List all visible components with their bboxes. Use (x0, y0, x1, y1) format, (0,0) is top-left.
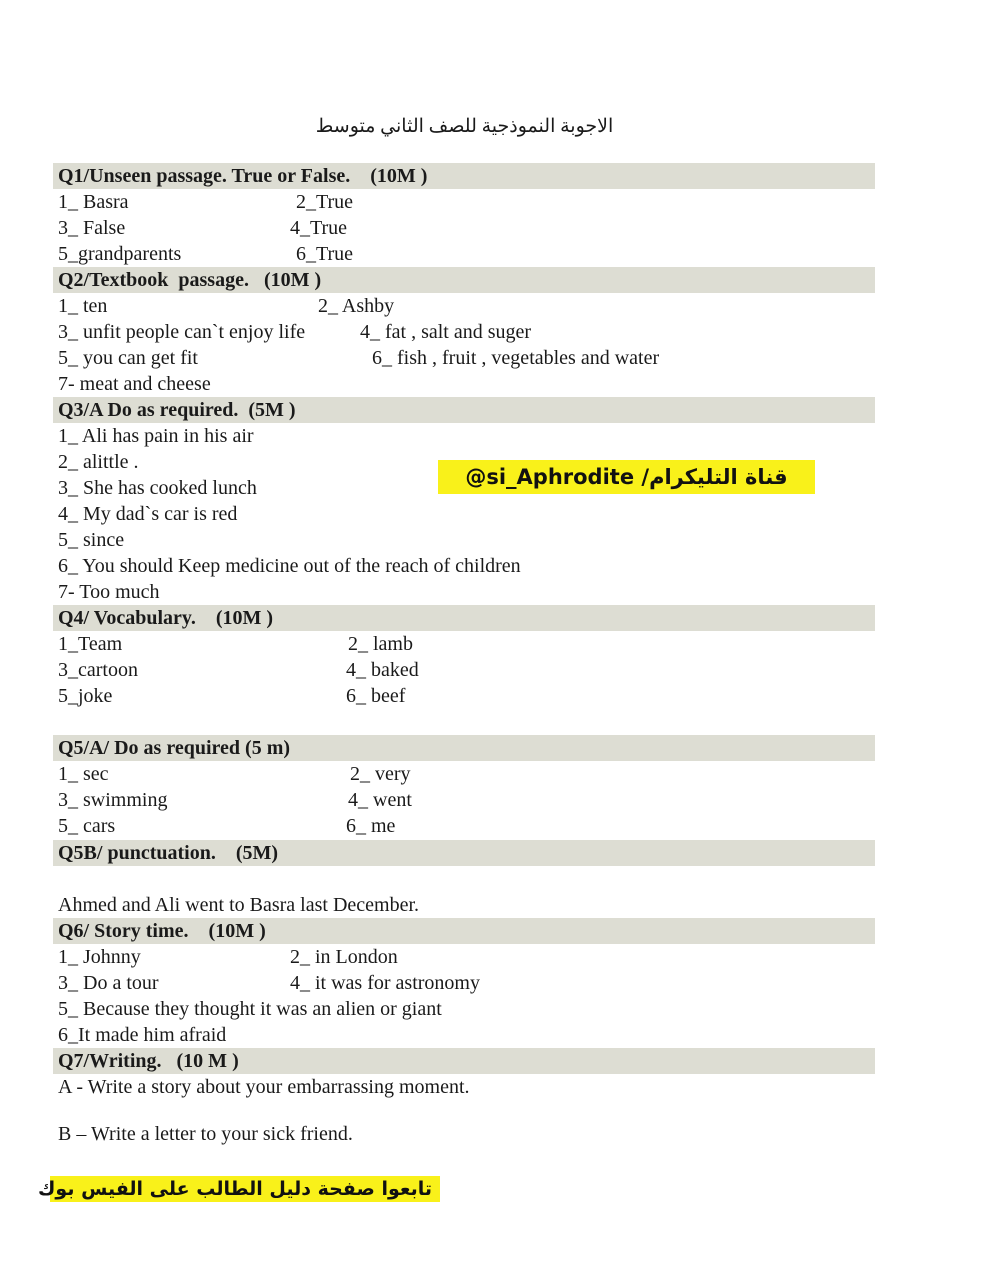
q2-answer-1: 1_ ten (58, 295, 108, 317)
q6-answer-1: 1_ Johnny (58, 946, 141, 968)
q3-answer-1: 1_ Ali has pain in his air (58, 425, 254, 447)
q7-header: Q7/Writing. (10 M ) (53, 1048, 875, 1074)
q3-header: Q3/A Do as required. (5M ) (53, 397, 875, 423)
q6-answer-3: 3_ Do a tour (58, 972, 159, 994)
page-title (0, 115, 989, 138)
q4-header: Q4/ Vocabulary. (10M ) (53, 605, 875, 631)
q4-answer-6: 6_ beef (346, 685, 406, 707)
q2-answer-7: 7- meat and cheese (58, 373, 211, 395)
q6-answer-6: 6_It made him afraid (58, 1024, 227, 1046)
q3-answer-3: 3_ She has cooked lunch (58, 477, 257, 499)
q1-answer-3: 3_ False (58, 217, 126, 239)
q5a-header: Q5/A/ Do as required (5 m) (53, 735, 875, 761)
page-title-text: الاجوبة النموذجية للصف الثاني متوسط (315, 116, 614, 137)
q1-answer-4: 4_True (290, 217, 348, 239)
q6-answer-5: 5_ Because they thought it was an alien or giant (58, 998, 442, 1020)
q2-answer-4: 4_ fat , salt and suger (360, 321, 532, 343)
q6-header: Q6/ Story time. (10M ) (53, 918, 875, 944)
q3-answer-6: 6_ You should Keep medicine out of the reach of children (58, 555, 521, 577)
q5a-answer-4: 4_ went (348, 789, 412, 811)
facebook-follow-banner: تابعوا صفحة دليل الطالب على الفيس بوك (50, 1176, 440, 1202)
q5a-answer-2: 2_ very (350, 763, 411, 785)
q1-answer-2: 2_True (296, 191, 354, 213)
q5a-answer-1: 1_ sec (58, 763, 109, 785)
q6-answer-4: 4_ it was for astronomy (290, 972, 480, 994)
q2-answer-2: 2_ Ashby (318, 295, 395, 317)
q1-answer-1: 1_ Basra (58, 191, 129, 213)
q5a-answer-5: 5_ cars (58, 815, 116, 837)
q5a-answer-3: 3_ swimming (58, 789, 168, 811)
q4-answer-4: 4_ baked (346, 659, 419, 681)
q1-answer-5: 5_grandparents (58, 243, 182, 265)
q2-answer-3: 3_ unfit people can`t enjoy life (58, 321, 306, 343)
q2-answer-6: 6_ fish , fruit , vegetables and water (372, 347, 660, 369)
q2-answer-5: 5_ you can get fit (58, 347, 198, 369)
q4-answer-1: 1_Team (58, 633, 123, 655)
q5b-header: Q5B/ punctuation. (5M) (53, 840, 875, 866)
q1-header: Q1/Unseen passage. True or False. (10M ) (53, 163, 875, 189)
q1-answer-6: 6_True (296, 243, 354, 265)
telegram-channel-banner: @si_Aphrodite /قناة التليكرام (438, 460, 815, 494)
q7-option-a: A - Write a story about your embarrassing moment. (58, 1076, 470, 1098)
q3-answer-2: 2_ alittle . (58, 451, 139, 473)
q4-answer-5: 5_joke (58, 685, 113, 707)
q5b-answer: Ahmed and Ali went to Basra last December. (58, 894, 420, 916)
q3-answer-4: 4_ My dad`s car is red (58, 503, 238, 525)
q3-answer-5: 5_ since (58, 529, 125, 551)
q3-answer-7: 7- Too much (58, 581, 160, 603)
q4-answer-3: 3_cartoon (58, 659, 138, 681)
q6-answer-2: 2_ in London (290, 946, 398, 968)
q4-answer-2: 2_ lamb (348, 633, 413, 655)
q2-header: Q2/Textbook passage. (10M ) (53, 267, 875, 293)
q7-option-b: B – Write a letter to your sick friend. (58, 1123, 353, 1145)
q5a-answer-6: 6_ me (346, 815, 396, 837)
